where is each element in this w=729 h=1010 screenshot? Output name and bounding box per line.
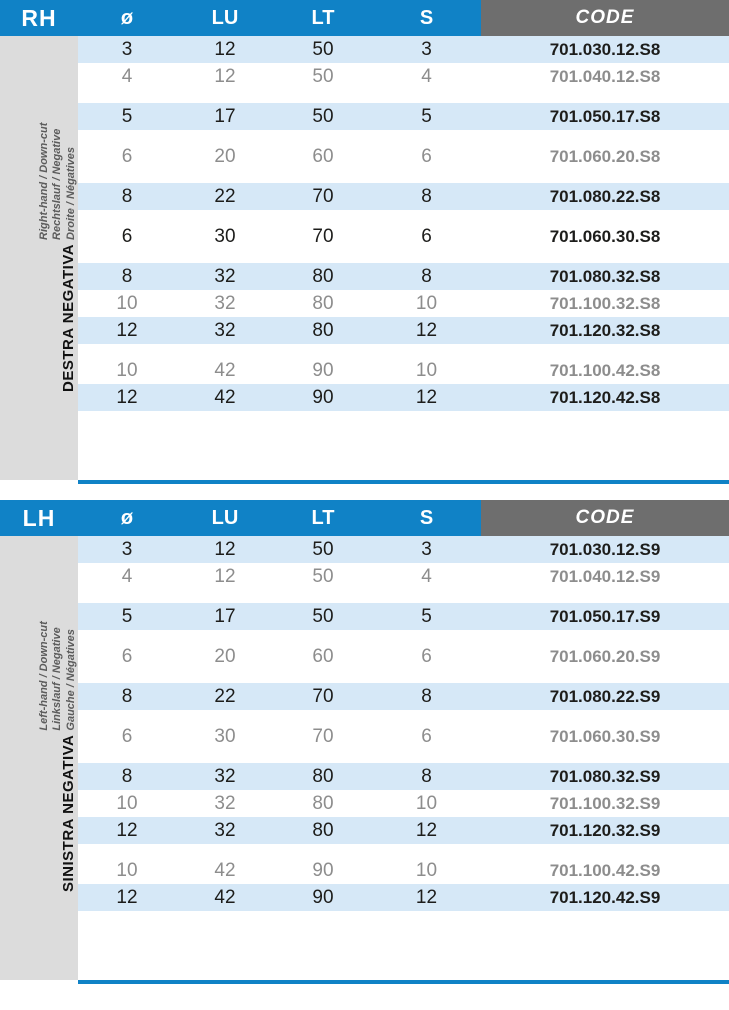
- cell-value: [78, 130, 176, 143]
- cell-code: [481, 210, 729, 223]
- table-row: [78, 263, 729, 290]
- side-label-column: [0, 500, 78, 980]
- cell-code: 701.120.42.S8: [481, 384, 729, 411]
- cell-value: [78, 630, 176, 643]
- column-header-c0: ø: [78, 0, 176, 36]
- cell-code: [481, 170, 729, 183]
- cell-value: 3: [372, 536, 481, 563]
- cell-value: [274, 630, 372, 643]
- cell-value: 50: [274, 103, 372, 130]
- cell-code: 701.100.42.S9: [481, 857, 729, 884]
- cell-value: 3: [372, 36, 481, 63]
- table-row: [78, 603, 729, 630]
- cell-value: [274, 250, 372, 263]
- cell-code: 701.060.30.S9: [481, 723, 729, 750]
- cell-value: [78, 344, 176, 357]
- table-row-spacer: [78, 844, 729, 857]
- table-row: [78, 723, 729, 750]
- cell-code: 701.050.17.S8: [481, 103, 729, 130]
- cell-value: 4: [78, 563, 176, 590]
- cell-code: 701.080.22.S8: [481, 183, 729, 210]
- table-rh: [0, 0, 729, 480]
- table-row-spacer: [78, 630, 729, 643]
- cell-value: 6: [372, 143, 481, 170]
- cell-value: 42: [176, 884, 274, 911]
- cell-value: 12: [372, 384, 481, 411]
- cell-value: 90: [274, 884, 372, 911]
- cell-value: 10: [78, 290, 176, 317]
- cell-code: 701.040.12.S8: [481, 63, 729, 90]
- cell-code: 701.050.17.S9: [481, 603, 729, 630]
- cell-code: 701.120.42.S9: [481, 884, 729, 911]
- cell-value: 50: [274, 563, 372, 590]
- cell-value: 70: [274, 183, 372, 210]
- cell-value: [176, 750, 274, 763]
- cell-value: [78, 170, 176, 183]
- cell-value: [176, 130, 274, 143]
- cell-value: 8: [372, 763, 481, 790]
- table-row: [78, 103, 729, 130]
- cell-value: 4: [78, 63, 176, 90]
- cell-value: 30: [176, 723, 274, 750]
- cell-value: 50: [274, 536, 372, 563]
- cell-value: 80: [274, 790, 372, 817]
- cell-value: 50: [274, 36, 372, 63]
- cell-value: 6: [372, 223, 481, 250]
- cell-value: 22: [176, 183, 274, 210]
- cell-code: 701.100.42.S8: [481, 357, 729, 384]
- table-lh: [0, 500, 729, 980]
- cell-value: 8: [372, 263, 481, 290]
- cell-value: 60: [274, 143, 372, 170]
- table-row-spacer: [78, 710, 729, 723]
- cell-value: [176, 590, 274, 603]
- column-header-c1: LU: [176, 0, 274, 36]
- column-header-c1: LU: [176, 500, 274, 536]
- cell-value: 32: [176, 763, 274, 790]
- side-label-subtitles: [38, 621, 79, 730]
- cell-code: [481, 344, 729, 357]
- cell-code: 701.080.22.S9: [481, 683, 729, 710]
- cell-value: [372, 170, 481, 183]
- cell-value: [274, 844, 372, 857]
- cell-value: 50: [274, 63, 372, 90]
- cell-value: [176, 630, 274, 643]
- cell-value: 50: [274, 603, 372, 630]
- cell-value: [274, 344, 372, 357]
- cell-value: [372, 630, 481, 643]
- cell-value: 20: [176, 643, 274, 670]
- cell-value: 42: [176, 857, 274, 884]
- cell-code: 701.030.12.S8: [481, 36, 729, 63]
- cell-value: [274, 710, 372, 723]
- cell-value: [372, 844, 481, 857]
- side-label-body: [0, 536, 78, 980]
- table-row: [78, 183, 729, 210]
- table-row: [78, 857, 729, 884]
- cell-value: 10: [372, 357, 481, 384]
- cell-code: 701.120.32.S9: [481, 817, 729, 844]
- cell-value: 90: [274, 857, 372, 884]
- cell-value: 8: [78, 683, 176, 710]
- cell-value: 22: [176, 683, 274, 710]
- table-row: [78, 790, 729, 817]
- cell-value: [176, 710, 274, 723]
- cell-value: 80: [274, 763, 372, 790]
- cell-value: [176, 670, 274, 683]
- table-block-rh: [0, 0, 729, 484]
- table-row-spacer: [78, 130, 729, 143]
- cell-value: 12: [78, 317, 176, 344]
- cell-value: [176, 344, 274, 357]
- table-row-spacer: [78, 250, 729, 263]
- cell-code: [481, 90, 729, 103]
- cell-value: [274, 750, 372, 763]
- table-bottom-rule: [78, 480, 729, 484]
- cell-value: [274, 90, 372, 103]
- cell-code: 701.060.30.S8: [481, 223, 729, 250]
- cell-value: 10: [78, 357, 176, 384]
- data-grid: [78, 0, 729, 480]
- table-row-spacer: [78, 90, 729, 103]
- column-header-code: CODE: [481, 0, 729, 36]
- table-row-spacer: [78, 210, 729, 223]
- cell-value: 8: [372, 683, 481, 710]
- cell-value: 8: [78, 183, 176, 210]
- cell-code: 701.030.12.S9: [481, 536, 729, 563]
- cell-value: [372, 670, 481, 683]
- cell-value: 10: [372, 790, 481, 817]
- cell-code: 701.100.32.S8: [481, 290, 729, 317]
- cell-value: 12: [372, 317, 481, 344]
- hand-code-badge: LH: [0, 500, 78, 536]
- table-row-spacer: [78, 750, 729, 763]
- cell-value: 32: [176, 317, 274, 344]
- cell-value: [78, 670, 176, 683]
- table-row-spacer: [78, 344, 729, 357]
- table-row: [78, 643, 729, 670]
- hand-code-badge: RH: [0, 0, 78, 36]
- table-row: [78, 143, 729, 170]
- column-header-c2: LT: [274, 0, 372, 36]
- cell-value: 17: [176, 103, 274, 130]
- table-row: [78, 63, 729, 90]
- cell-value: 8: [78, 763, 176, 790]
- cell-value: [78, 844, 176, 857]
- cell-value: 6: [78, 643, 176, 670]
- cell-code: 701.060.20.S8: [481, 143, 729, 170]
- cell-code: [481, 630, 729, 643]
- cell-value: 8: [78, 263, 176, 290]
- cell-code: 701.100.32.S9: [481, 790, 729, 817]
- cell-value: 5: [372, 603, 481, 630]
- cell-value: 90: [274, 357, 372, 384]
- cell-value: 5: [78, 603, 176, 630]
- side-label-subtitle: Left-hand / Down-cut: [37, 621, 50, 731]
- table-row: [78, 317, 729, 344]
- cell-code: 701.120.32.S8: [481, 317, 729, 344]
- cell-value: 12: [78, 884, 176, 911]
- side-label-column: [0, 0, 78, 480]
- cell-code: 701.080.32.S8: [481, 263, 729, 290]
- side-label-subtitle: Droite / Négatives: [64, 147, 77, 240]
- cell-value: 42: [176, 357, 274, 384]
- table-row: [78, 36, 729, 63]
- side-label-subtitle: Gauche / Négatives: [64, 629, 77, 731]
- cell-value: 12: [176, 63, 274, 90]
- table-row: [78, 384, 729, 411]
- table-row-spacer: [78, 590, 729, 603]
- cell-value: 12: [176, 563, 274, 590]
- cell-value: [78, 710, 176, 723]
- cell-value: 10: [78, 790, 176, 817]
- cell-value: 6: [78, 143, 176, 170]
- table-row-spacer: [78, 170, 729, 183]
- side-label-subtitle: Linkslauf / Negative: [51, 627, 63, 731]
- data-grid: [78, 500, 729, 980]
- cell-value: 20: [176, 143, 274, 170]
- cell-value: 60: [274, 643, 372, 670]
- cell-value: [176, 250, 274, 263]
- cell-code: [481, 844, 729, 857]
- side-label-subtitle: Rechtslauf / Negative: [51, 128, 63, 240]
- cell-value: 70: [274, 683, 372, 710]
- cell-value: 6: [372, 723, 481, 750]
- cell-value: [176, 844, 274, 857]
- table-row: [78, 223, 729, 250]
- cell-value: 12: [372, 817, 481, 844]
- table-row: [78, 817, 729, 844]
- cell-value: 32: [176, 817, 274, 844]
- cell-value: 8: [372, 183, 481, 210]
- cell-value: 10: [78, 857, 176, 884]
- cell-code: [481, 250, 729, 263]
- table-row: [78, 884, 729, 911]
- cell-value: 90: [274, 384, 372, 411]
- cell-value: 80: [274, 263, 372, 290]
- table-header-row: [78, 500, 729, 536]
- cell-value: [372, 250, 481, 263]
- cell-value: 32: [176, 263, 274, 290]
- cell-value: [176, 170, 274, 183]
- cell-value: 32: [176, 290, 274, 317]
- table-header-row: [78, 0, 729, 36]
- cell-value: [274, 170, 372, 183]
- table-row-spacer: [78, 670, 729, 683]
- cell-value: [78, 590, 176, 603]
- cell-value: [372, 90, 481, 103]
- cell-value: 10: [372, 290, 481, 317]
- cell-value: [78, 210, 176, 223]
- cell-value: 80: [274, 290, 372, 317]
- cell-code: [481, 130, 729, 143]
- cell-value: [274, 590, 372, 603]
- cell-value: 70: [274, 223, 372, 250]
- column-header-c0: ø: [78, 500, 176, 536]
- table-row: [78, 683, 729, 710]
- cell-value: 17: [176, 603, 274, 630]
- cell-value: [176, 210, 274, 223]
- cell-code: 701.060.20.S9: [481, 643, 729, 670]
- cell-value: 12: [176, 536, 274, 563]
- cell-value: 80: [274, 817, 372, 844]
- cell-code: 701.040.12.S9: [481, 563, 729, 590]
- table-row: [78, 563, 729, 590]
- cell-code: [481, 590, 729, 603]
- table-row: [78, 357, 729, 384]
- cell-value: [274, 670, 372, 683]
- column-header-c3: S: [372, 0, 481, 36]
- cell-value: 6: [78, 223, 176, 250]
- cell-value: 4: [372, 63, 481, 90]
- cell-value: [372, 210, 481, 223]
- cell-value: 12: [372, 884, 481, 911]
- table-row: [78, 763, 729, 790]
- table-block-lh: [0, 500, 729, 984]
- cell-code: [481, 670, 729, 683]
- cell-value: [78, 90, 176, 103]
- side-label-subtitles: [38, 123, 79, 240]
- cell-value: 42: [176, 384, 274, 411]
- column-header-code: CODE: [481, 500, 729, 536]
- cell-value: 12: [78, 384, 176, 411]
- side-label-title: DESTRA NEGATIVA: [60, 243, 77, 392]
- cell-value: [372, 590, 481, 603]
- cell-value: [372, 130, 481, 143]
- cell-value: [372, 750, 481, 763]
- table-row: [78, 290, 729, 317]
- cell-value: 70: [274, 723, 372, 750]
- cell-value: 5: [372, 103, 481, 130]
- table-bottom-rule: [78, 980, 729, 984]
- cell-code: [481, 710, 729, 723]
- cell-value: 3: [78, 36, 176, 63]
- cell-value: 10: [372, 857, 481, 884]
- cell-value: [274, 130, 372, 143]
- cell-value: [78, 750, 176, 763]
- side-label-subtitle: Right-hand / Down-cut: [37, 122, 50, 240]
- cell-value: [78, 250, 176, 263]
- cell-value: [176, 90, 274, 103]
- table-row: [78, 536, 729, 563]
- cell-value: [372, 344, 481, 357]
- column-header-c3: S: [372, 500, 481, 536]
- cell-value: 4: [372, 563, 481, 590]
- cell-value: [274, 210, 372, 223]
- cell-value: 6: [372, 643, 481, 670]
- cell-value: 3: [78, 536, 176, 563]
- cell-value: 30: [176, 223, 274, 250]
- cell-value: 12: [78, 817, 176, 844]
- cell-value: 5: [78, 103, 176, 130]
- side-label-body: [0, 36, 78, 480]
- cell-value: [372, 710, 481, 723]
- cell-value: 80: [274, 317, 372, 344]
- cell-value: 6: [78, 723, 176, 750]
- column-header-c2: LT: [274, 500, 372, 536]
- cell-value: 32: [176, 790, 274, 817]
- cell-code: 701.080.32.S9: [481, 763, 729, 790]
- cell-value: 12: [176, 36, 274, 63]
- side-label-title: SINISTRA NEGATIVA: [60, 734, 77, 892]
- cell-code: [481, 750, 729, 763]
